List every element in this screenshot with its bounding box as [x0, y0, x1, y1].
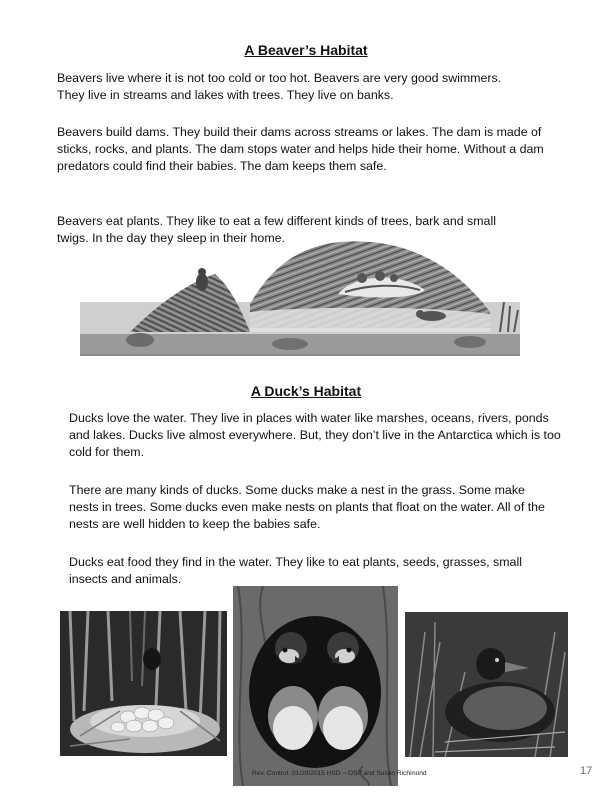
beaver-lodge-illustration: [80, 232, 520, 356]
duck-paragraph-3: Ducks eat food they find in the water. They like to eat plants, seeds, grasses, small insects and animals.: [69, 555, 522, 586]
page-number: 17: [580, 765, 593, 777]
ducklings-in-tree-hollow-photo: [233, 586, 398, 786]
duck-nesting-in-grass-photo: [405, 612, 568, 757]
duck-nest-with-eggs-photo: [60, 611, 227, 756]
beaver-paragraph-1: Beavers live where it is not too cold or too hot. Beavers are very good swimmers. They live in streams and lakes with trees. They live on banks.: [57, 71, 502, 102]
duck-paragraph-1: Ducks love the water. They live in places with water like marshes, oceans, rivers, ponds and lakes. Ducks live almost everywhere. But, they don’t live in the Antarctica which is too cold for them.: [69, 411, 561, 459]
beaver-paragraph-2: Beavers build dams. They build their dams across streams or lakes. The dam is made of sticks, rocks, and plants. The dam stops water and helps hide their home. Without a dam predators could find their babies. The dam keeps them safe.: [57, 125, 544, 173]
beaver-habitat-title: A Beaver’s Habitat: [244, 42, 368, 58]
beaver-paragraph-3: Beavers eat plants. They like to eat a few different kinds of trees, bark and small twigs. In the day they sleep in their home.: [57, 214, 496, 245]
duck-habitat-title: A Duck’s Habitat: [250, 383, 362, 399]
duck-paragraph-2: There are many kinds of ducks. Some ducks make a nest in the grass. Some make nests in trees. Some ducks even make nests on plants that float on the water. All of the nests are well hidden to keep the babies safe.: [69, 483, 545, 531]
footer-revision-text: Rev. Control: 01/20/2015 HSD – OSP and Susan Richmond: [252, 770, 427, 777]
